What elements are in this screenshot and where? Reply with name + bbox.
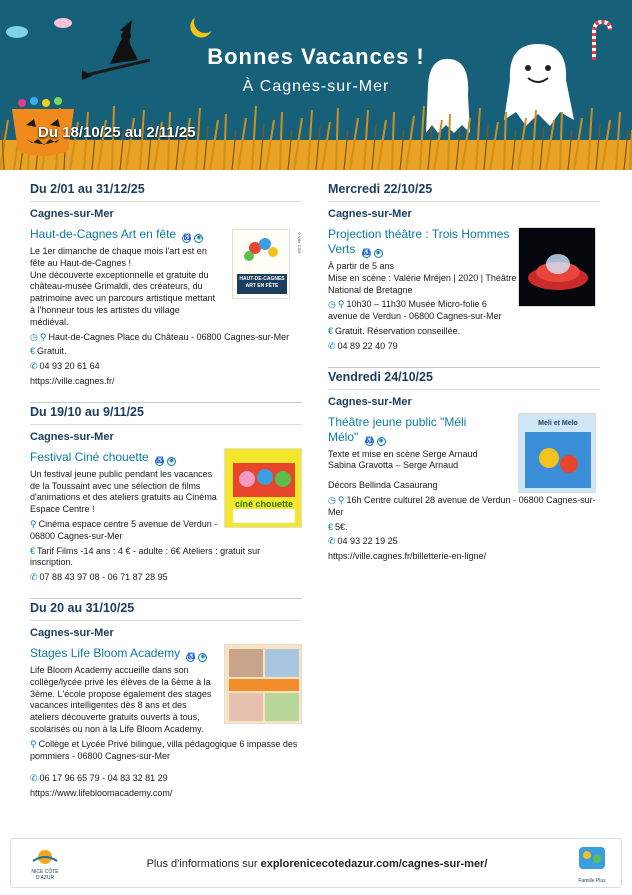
euro-icon: €: [328, 521, 334, 532]
event-phone: ✆ 04 89 22 40 79: [328, 340, 398, 351]
section-city: Cagnes-sur-Mer: [30, 620, 302, 639]
event-phone: ✆ 04 93 20 61 64: [30, 361, 100, 372]
event-title: [328, 227, 514, 258]
photo-credit: ©Ville CSM: [297, 231, 302, 254]
footer: [10, 838, 622, 888]
event-description: Un festival jeune public pendant les vacances de la Toussaint avec une sélection de films d'animations et des ateliers gratuits au Cinéma Espace Centre !: [30, 468, 217, 515]
event-place: ◷ ⚲ Haut-de-Cagnes Place du Château - 06800 Cagnes-sur-Mer: [30, 331, 290, 342]
hearing-icon: ◉: [375, 250, 381, 256]
location-pin-icon: ⚲: [39, 331, 47, 342]
event-title: [30, 227, 218, 243]
event-thumbnail: [224, 448, 302, 528]
section-date: Mercredi 22/10/25: [328, 182, 433, 196]
location-pin-icon: ⚲: [30, 518, 37, 529]
event-thumbnail: [518, 227, 596, 307]
footer-link[interactable]: explorenicecotedazur.com/cagnes-sur-mer/: [260, 858, 488, 870]
event-time-place: ◷ ⚲ 10h30 – 11h30 Musée Micro-folie 6 avenue de Verdun - 06800 Cagnes-sur-Mer: [328, 299, 502, 322]
hearing-icon: ◉: [168, 457, 175, 464]
event-thumbnail: [224, 644, 302, 724]
phone-icon: ✆: [328, 536, 336, 547]
location-pin-icon: ⚲: [30, 738, 37, 749]
event-title: [328, 415, 496, 446]
event-phone: ✆ 07 88 43 97 08 - 06 71 87 28 95: [30, 572, 168, 583]
event-phone: ✆ 04 93 22 19 25: [328, 536, 398, 547]
event-url[interactable]: https://ville.cagnes.fr/billetterie-en-ligne/: [328, 551, 487, 562]
event-description: Une découverte exceptionnelle et gratuite du château-musée Grimaldi, des créateurs, du patrimoine avec un parcours artistique mettant à l'honneur tous les artistes du village médiéval.: [30, 269, 216, 327]
event-title-text: Haut-de-Cagnes Art en fête: [30, 227, 177, 241]
section-city: Cagnes-sur-Mer: [328, 201, 600, 220]
candy-icon: [54, 18, 72, 28]
candy-cane-icon: [588, 20, 612, 60]
accessibility-icon: ♿: [365, 437, 374, 444]
nice-cote-azur-logo: NICE CÔTE D'AZUR: [31, 847, 59, 881]
moon-icon: [191, 8, 219, 36]
section-city: Cagnes-sur-Mer: [30, 424, 302, 443]
footer-text: Plus d'informations sur explorenicecotedazur.com/cagnes-sur-mer/: [146, 858, 488, 870]
euro-icon: €: [328, 325, 334, 336]
event-thumbnail: [232, 229, 290, 299]
accessibility-icon: ♿: [156, 457, 164, 464]
phone-icon: ✆: [30, 572, 38, 583]
event-price: € Gratuit. Réservation conseillée.: [328, 325, 461, 336]
hearing-icon: ◉: [196, 235, 202, 241]
event-description: À partir de 5 ans: [328, 261, 395, 271]
header-banner: [0, 0, 632, 170]
header-dates: Du 18/10/25 au 2/11/25: [38, 124, 196, 141]
accessibility-icon: ♿: [362, 250, 371, 256]
location-pin-icon: ⚲: [337, 494, 345, 505]
event-section: [30, 402, 302, 584]
event-description: Mise en scène : Valérie Mréjen | 2020 | Théâtre National de Bretagne: [328, 272, 517, 295]
event-section: [30, 598, 302, 800]
hearing-icon: ◉: [200, 653, 206, 660]
event-title-text: Stages Life Bloom Academy: [30, 645, 181, 660]
thumbnail-caption: HAUT-DE-CAGNES ART EN FÊTE: [239, 276, 285, 289]
candy-icon: [6, 26, 28, 38]
phone-icon: ✆: [30, 361, 38, 372]
event-section: [328, 182, 600, 353]
event-item: [30, 646, 302, 800]
famille-plus-logo: Famille Plus: [577, 845, 607, 879]
section-city: Cagnes-sur-Mer: [30, 201, 302, 220]
phone-icon: ✆: [30, 773, 38, 784]
header-title: Bonnes Vacances !: [207, 44, 425, 69]
event-title-text: Projection théâtre : Trois Hommes Verts: [328, 227, 510, 256]
right-column: [328, 182, 600, 577]
section-city: Cagnes-sur-Mer: [328, 389, 600, 408]
event-url[interactable]: https://ville.cagnes.fr/: [30, 375, 115, 386]
section-date: Du 2/01 au 31/12/25: [30, 182, 145, 196]
event-description: Texte et mise en scène Serge Arnaud: [328, 448, 478, 459]
event-price: € Gratuit.: [30, 346, 67, 357]
phone-icon: ✆: [328, 340, 336, 351]
event-item: [30, 227, 302, 388]
event-time-place: ◷ ⚲ 16h Centre culturel 28 avenue de Verdun - 06800 Cagnes-sur-Mer: [328, 494, 596, 517]
event-place: ⚲ Collège et Lycée Privé bilingue, villa pédagogique 6 impasse des pommiers - 06800 Cagnes-sur-Mer: [30, 738, 298, 761]
event-description: Sabina Gravotta – Serge Arnaud: [328, 460, 459, 471]
section-date: Du 20 au 31/10/25: [30, 598, 302, 620]
clock-icon: ◷: [328, 494, 336, 505]
event-section: [30, 182, 302, 388]
event-price: € 5€.: [328, 521, 348, 532]
event-section: [328, 367, 600, 563]
clock-icon: ◷: [328, 299, 336, 310]
event-description: Life Bloom Academy accueille dans son collège/lycée privé les élèves de la 6ème à la 3ème. L'école propose également des stages vacances intelligentes dès 8 ans et des ateliers découverte gratuits ouverts à tous, scolarisés ou non à la Life Bloom Academy.: [30, 664, 212, 734]
accessibility-icon: ♿: [183, 235, 191, 241]
left-column: [30, 182, 302, 814]
clock-icon: ◷: [30, 331, 38, 342]
hearing-icon: ◉: [378, 437, 384, 444]
section-date: Vendredi 24/10/25: [328, 367, 600, 389]
event-place: ⚲ Cinéma espace centre 5 avenue de Verdun - 06800 Cagnes-sur-Mer: [30, 518, 218, 541]
event-title-text: Festival Ciné chouette: [30, 449, 149, 464]
event-description: Le 1er dimanche de chaque mois l'art est en fête au Haut-de-Cagnes !: [30, 246, 207, 268]
event-item: [328, 227, 600, 353]
event-price: € Tarif Films -14 ans : 4 € - adulte : 6€ Ateliers : gratuit sur inscription.: [30, 545, 261, 568]
section-date: Du 19/10 au 9/11/25: [30, 402, 302, 424]
event-item: [30, 450, 302, 584]
event-phone: ✆ 06 17 96 65 79 - 04 83 32 81 29: [30, 773, 168, 784]
euro-icon: €: [30, 346, 36, 357]
event-url[interactable]: https://www.lifebloomacademy.com/: [30, 788, 173, 799]
accessibility-icon: ♿: [187, 653, 195, 660]
euro-icon: €: [30, 545, 36, 556]
event-title-text: Théâtre jeune public "Méli Mélo": [328, 414, 467, 444]
location-pin-icon: ⚲: [337, 299, 345, 310]
thumbnail-caption: Meli et Melo: [538, 419, 578, 427]
event-thumbnail: [518, 413, 596, 493]
event-description: Décors Bellinda Casaurang: [328, 480, 438, 491]
event-item: [328, 415, 600, 563]
header-subtitle: À Cagnes-sur-Mer: [242, 78, 390, 95]
thumbnail-caption: ciné chouette: [234, 498, 293, 509]
